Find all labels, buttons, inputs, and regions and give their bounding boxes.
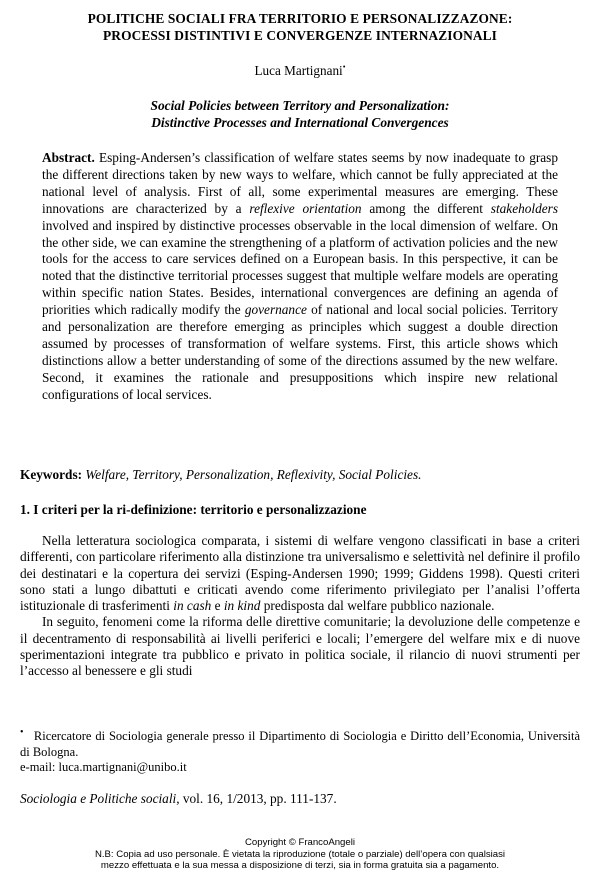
- section-body: [20, 533, 580, 680]
- footnote-text: Ricercatore di Sociologia generale presso il Dipartimento di Sociologia e Diritto dell’Economia, Università di Bologna.: [20, 729, 580, 759]
- journal-name: Sociologia e Politiche sociali: [20, 791, 177, 806]
- english-title-line-1: Social Policies between Territory and Personalization:: [150, 98, 450, 113]
- abstract-text-1: Esping-Andersen’s classification of welfare states seems by now inadequate to grasp the different directions taken by new ways to welfare, which cannot be fully appreciated at the national level of analysis. First of all, some experimental measures are emerging. These innovations are characterized by a: [42, 150, 558, 216]
- abstract: [42, 150, 558, 404]
- keywords-value: Welfare, Territory, Personalization, Reflexivity, Social Policies.: [82, 467, 422, 482]
- author-name: Luca Martignani: [254, 63, 343, 78]
- abstract-emphasis-1: reflexive orientation: [249, 200, 362, 216]
- abstract-text-4: of national and local social policies. Territory and personalization are therefore emerging as principles which suggest a double direction assumed by processes of transformation of welfare systems. First, this article shows which distinctions allow a better understanding of some of the directions assumed by the new welfare. Second, it examines the rationale and presuppositions which inspire new relational configurations of local services.: [42, 302, 558, 402]
- copyright-line-3: mezzo effettuata e la sua messa a disposizione di terzi, sia in forma gratuita sia a pagamento.: [100, 860, 500, 871]
- keywords: [20, 466, 580, 483]
- copyright-line-1: Copyright © FrancoAngeli: [245, 837, 355, 848]
- author-line: [0, 63, 600, 79]
- english-title-line-2: Distinctive Processes and International Convergences: [151, 114, 449, 130]
- abstract-text-2: among the different: [361, 200, 491, 216]
- body-p1-text-a: Nella letteratura sociologica comparata, i sistemi di welfare vengono classificati in base a criteri differenti, con particolare riferimento alla distinzione tra universalismo e selettività nel definire il profilo dei destinatari e la copertura dei servizi (Esping-Andersen 1990; 1999; Giddens 1998). Questi criteri sono stati a lungo dibattuti e criticati avendo come riferimento privilegiato per l’analisi l’offerta istituzionale di trasferimenti: [20, 533, 580, 614]
- body-paragraph-2: In seguito, fenomeni come la riforma delle direttive comunitarie; la devoluzione delle competenze e il decentramento di responsabilità ai livelli periferici e locali; l’emergere del welfare mix e di nuove sperimentazioni integrate tra pubblico e privato in politica sociale, il rilancio di nuovi strumenti per l’accesso al benessere e gli studi: [20, 614, 580, 679]
- body-p1-emphasis-1: in cash: [173, 598, 212, 614]
- article-title: [20, 10, 580, 44]
- journal-details: , vol. 16, 1/2013, pp. 111-137.: [176, 791, 337, 806]
- body-p1-text-c: predisposta dal welfare pubblico nazionale.: [260, 598, 495, 614]
- abstract-emphasis-2: stakeholders: [490, 200, 558, 216]
- copyright-line-2: N.B: Copia ad uso personale. È vietata la riproduzione (totale o parziale) dell’opera con qualsiasi: [94, 848, 506, 860]
- body-paragraph-1: [20, 533, 580, 614]
- title-line-1: POLITICHE SOCIALI FRA TERRITORIO E PERSONALIZZAZONE:: [87, 11, 513, 26]
- section-heading: 1. I criteri per la ri-definizione: territorio e personalizzazione: [20, 502, 367, 517]
- author-footnote-mark: •: [342, 62, 346, 72]
- body-p1-text-b: e: [211, 598, 224, 614]
- footnote-email: e-mail: luca.martignani@unibo.it: [20, 760, 187, 774]
- body-p1-emphasis-2: in kind: [223, 598, 261, 614]
- abstract-label: Abstract.: [42, 150, 95, 165]
- copyright-notice: [0, 837, 600, 872]
- keywords-label: Keywords:: [20, 467, 83, 482]
- title-line-2: PROCESSI DISTINTIVI E CONVERGENZE INTERNAZIONALI: [103, 28, 497, 43]
- english-title: [20, 98, 580, 131]
- abstract-text-3: involved and inspired by distinctive processes observable in the local dimension of welfare. On the other side, we can examine the strengthening of a platform of activation policies and the new tools for the access to care services defined on a European basis. In this perspective, it can be noted that the distinctive territorial processes suggest that multiple welfare models are operating within specific nation States. Besides, international convergences are defining an agenda of priorities which radically modify the: [42, 217, 558, 318]
- footnote: • Ricercatore di Sociologia generale presso il Dipartimento di Sociologia e Diritto dell’Economia, Università di Bologna. e-mail: luca.martignani@unibo.it: [20, 726, 580, 774]
- journal-citation: [20, 790, 580, 807]
- abstract-emphasis-3: governance: [244, 302, 307, 318]
